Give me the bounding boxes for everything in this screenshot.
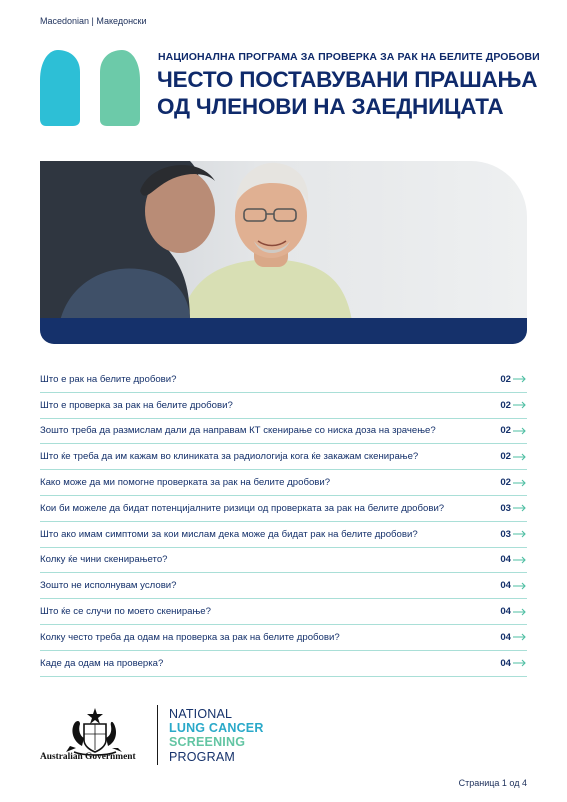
program-logo bbox=[169, 707, 264, 764]
toc-item[interactable] bbox=[40, 367, 527, 393]
arrow-right-icon bbox=[513, 530, 527, 538]
arrow-right-icon bbox=[513, 556, 527, 564]
toc-question: Колку ќе чини скенирањето? bbox=[40, 554, 168, 566]
arrow-right-icon bbox=[513, 479, 527, 487]
language-label: Macedonian | Македонски bbox=[40, 16, 147, 26]
toc-item[interactable] bbox=[40, 573, 527, 599]
toc-item[interactable] bbox=[40, 393, 527, 419]
page-title bbox=[157, 66, 537, 120]
toc-page-number: 04 bbox=[500, 606, 511, 618]
toc-question: Што ќе треба да им кажам во клиниката за радиологија кога ќе закажам скенирање? bbox=[40, 451, 419, 463]
toc-page-number: 04 bbox=[500, 580, 511, 592]
toc-question: Колку често треба да одам на проверка за рак на белите дробови? bbox=[40, 631, 340, 643]
toc-item[interactable] bbox=[40, 651, 527, 677]
toc-page-number: 02 bbox=[500, 373, 511, 385]
arrow-right-icon bbox=[513, 659, 527, 667]
toc-question: Што е проверка за рак на белите дробови? bbox=[40, 399, 233, 411]
page-title-line-2: ОД ЧЛЕНОВИ НА ЗАЕДНИЦАТА bbox=[157, 94, 504, 119]
arrow-right-icon bbox=[513, 504, 527, 512]
program-logo-line-4: PROGRAM bbox=[169, 749, 235, 764]
toc-page-number: 04 bbox=[500, 657, 511, 669]
hero-photo bbox=[40, 161, 527, 344]
arrow-right-icon bbox=[513, 427, 527, 435]
toc-page-number: 02 bbox=[500, 477, 511, 489]
toc-item[interactable] bbox=[40, 470, 527, 496]
toc-question: Зошто треба да размислам дали да направам КТ скенирање со ниска доза на зрачење? bbox=[40, 425, 436, 437]
arrow-right-icon bbox=[513, 633, 527, 641]
arrow-right-icon bbox=[513, 453, 527, 461]
toc-question: Зошто не исполнувам услови? bbox=[40, 580, 177, 592]
toc-item[interactable] bbox=[40, 599, 527, 625]
toc-question: Кои би можеле да бидат потенцијалните ризици од проверката за рак на белите дробови? bbox=[40, 502, 445, 514]
toc-question: Што е рак на белите дробови? bbox=[40, 373, 177, 385]
toc-question: Каде да одам на проверка? bbox=[40, 657, 164, 669]
toc-item[interactable] bbox=[40, 548, 527, 574]
toc-page-number: 03 bbox=[500, 528, 511, 540]
toc-item[interactable] bbox=[40, 496, 527, 522]
arrow-right-icon bbox=[513, 375, 527, 383]
program-title: НАЦИОНАЛНА ПРОГРАМА ЗА ПРОВЕРКА ЗА РАК НА БЕЛИТЕ ДРОБОВИ bbox=[158, 51, 540, 63]
australian-government-label: Australian Government bbox=[40, 752, 136, 762]
toc-item[interactable] bbox=[40, 419, 527, 445]
arrow-right-icon bbox=[513, 608, 527, 616]
toc-item[interactable] bbox=[40, 625, 527, 651]
toc-page-number: 04 bbox=[500, 554, 511, 566]
toc-question: Што ќе се случи по моето скенирање? bbox=[40, 606, 211, 618]
program-logo-line-1: NATIONAL bbox=[169, 707, 233, 721]
footer-divider bbox=[157, 705, 158, 765]
toc-item[interactable] bbox=[40, 444, 527, 470]
arrow-right-icon bbox=[513, 401, 527, 409]
toc-page-number: 04 bbox=[500, 631, 511, 643]
program-logo-line-3: SCREENING bbox=[169, 735, 246, 750]
lungs-logo-icon bbox=[40, 50, 140, 126]
page-title-line-1: ЧЕСТО ПОСТАВУВАНИ ПРАШАЊА bbox=[157, 67, 538, 92]
toc-question: Како може да ми помогне проверката за рак на белите дробови? bbox=[40, 477, 331, 489]
toc-item[interactable] bbox=[40, 522, 527, 548]
toc-page-number: 02 bbox=[500, 425, 511, 437]
page-number: Страница 1 од 4 bbox=[458, 778, 527, 788]
toc-page-number: 02 bbox=[500, 451, 511, 463]
table-of-contents bbox=[40, 367, 527, 677]
toc-page-number: 03 bbox=[500, 502, 511, 514]
toc-page-number: 02 bbox=[500, 399, 511, 411]
toc-question: Што ако имам симптоми за кои мислам дека може да бидат рак на белите дробови? bbox=[40, 528, 418, 540]
arrow-right-icon bbox=[513, 582, 527, 590]
program-logo-line-2: LUNG CANCER bbox=[169, 721, 264, 736]
